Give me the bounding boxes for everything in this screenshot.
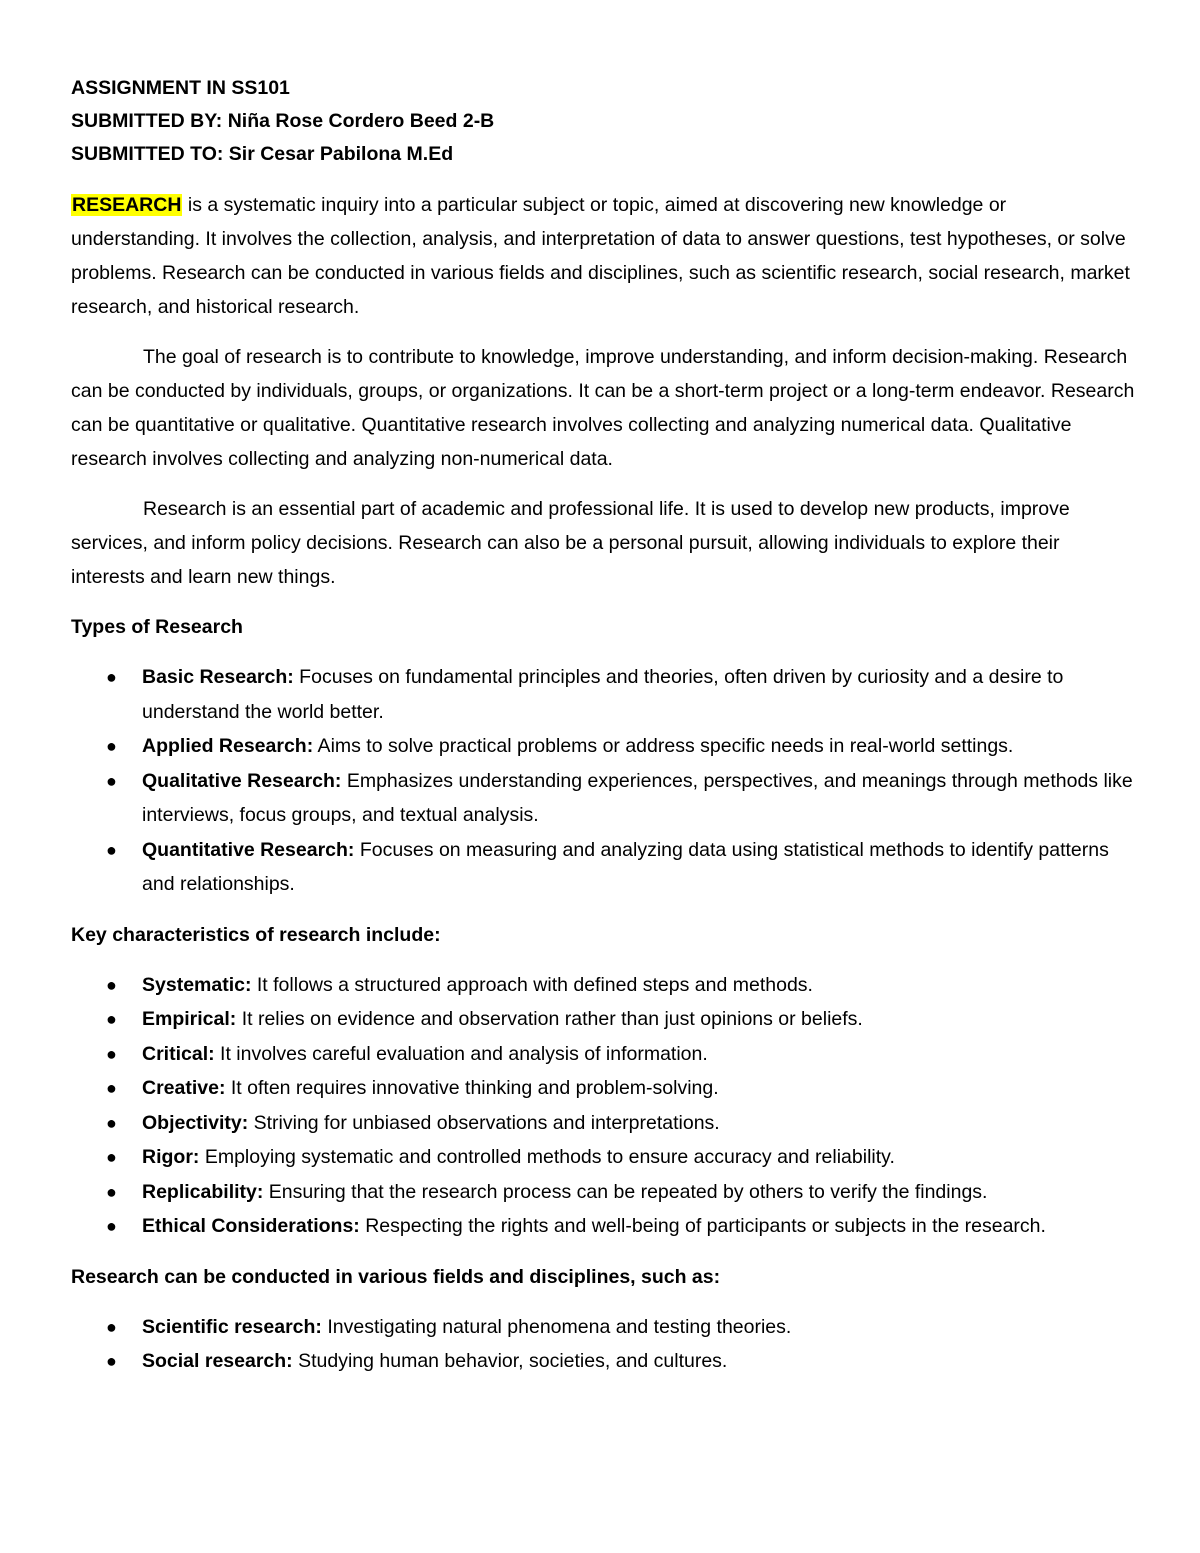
- bullet-icon: ●: [106, 839, 117, 860]
- item-description: Aims to solve practical problems or address specific needs in real-world settings.: [313, 735, 1014, 757]
- bullet-icon: ●: [106, 1043, 117, 1064]
- item-description: It follows a structured approach with defined steps and methods.: [251, 973, 813, 996]
- list-item: [71, 1344, 1135, 1379]
- item-term: Systematic:: [142, 973, 252, 996]
- list-item: [71, 1071, 1135, 1106]
- item-term: Objectivity:: [142, 1111, 249, 1134]
- bullet-icon: ●: [106, 1078, 117, 1098]
- bullet-icon: ●: [106, 667, 117, 687]
- bullet-icon: ●: [106, 1112, 117, 1133]
- fields-list: [71, 1310, 1135, 1379]
- essential-paragraph: Research is an essential part of academic and professional life. It is used to develop new products, improve services, and inform policy decisions. Research can also be a personal pursuit, allowing individuals to explore their interests and learn new things.: [71, 498, 1070, 588]
- item-term: Critical:: [142, 1042, 215, 1065]
- bullet-icon: ●: [106, 1181, 117, 1202]
- item-term: Rigor:: [142, 1146, 200, 1168]
- list-item: [71, 1209, 1135, 1244]
- item-term: Qualitative Research:: [142, 769, 342, 792]
- item-term: Quantitative Research:: [142, 838, 355, 861]
- item-description: Ensuring that the research process can be repeated by others to verify the findings.: [263, 1180, 988, 1203]
- item-description: It involves careful evaluation and analysis of information.: [214, 1042, 708, 1065]
- characteristics-heading: Key characteristics of research include:: [71, 923, 441, 946]
- bullet-icon: ●: [106, 1351, 117, 1371]
- item-description: It often requires innovative thinking and problem-solving.: [225, 1077, 719, 1099]
- types-heading: Types of Research: [71, 616, 243, 638]
- goal-paragraph: The goal of research is to contribute to knowledge, improve understanding, and inform decision-making. Research can be conducted by individuals, groups, or organizations. It can be a short-term project or a long-term endeavor. Research can be quantitative or qualitative. Quantitative research involves collecting and analyzing numerical data. Qualitative research involves collecting and analyzing non-numerical data.: [71, 346, 1135, 470]
- item-description: Respecting the rights and well-being of participants or subjects in the research.: [359, 1215, 1046, 1237]
- list-item: [71, 764, 1135, 833]
- item-description: Striving for unbiased observations and interpretations.: [248, 1111, 720, 1134]
- list-item: [71, 968, 1135, 1003]
- item-term: Applied Research:: [142, 735, 314, 757]
- assignment-title: ASSIGNMENT IN SS101: [71, 77, 290, 99]
- item-description: It relies on evidence and observation rather than just opinions or beliefs.: [236, 1008, 863, 1030]
- item-term: Empirical:: [142, 1008, 237, 1030]
- list-item: [71, 1037, 1135, 1072]
- item-term: Social research:: [142, 1350, 293, 1372]
- item-description: Investigating natural phenomena and testing theories.: [321, 1315, 792, 1338]
- bullet-icon: ●: [106, 1147, 117, 1167]
- assignment-header: [71, 72, 1135, 171]
- fields-heading: Research can be conducted in various fields and disciplines, such as:: [71, 1265, 721, 1288]
- document-page: [71, 72, 1135, 1395]
- bullet-icon: ●: [106, 770, 117, 791]
- list-item: [71, 833, 1135, 902]
- list-item: [71, 1175, 1135, 1210]
- bullet-icon: ●: [106, 1009, 117, 1029]
- list-item: [71, 1002, 1135, 1037]
- highlighted-term: RESEARCH: [72, 194, 182, 216]
- item-term: Replicability:: [142, 1180, 264, 1203]
- submitted-to: SUBMITTED TO: Sir Cesar Pabilona M.Ed: [71, 143, 454, 165]
- list-item: [71, 1106, 1135, 1141]
- item-description: Employing systematic and controlled methods to ensure accuracy and reliability.: [199, 1146, 895, 1168]
- item-description: Focuses on fundamental principles and theories, often driven by curiosity and a desire to understand the world better.: [142, 666, 1064, 723]
- list-item: [71, 660, 1135, 729]
- types-list: [71, 660, 1135, 902]
- item-description: Studying human behavior, societies, and cultures.: [292, 1350, 728, 1372]
- intro-text: is a systematic inquiry into a particular subject or topic, aimed at discovering new knowledge or understanding. It involves the collection, analysis, and interpretation of data to answer questions, test hypotheses, or solve problems. Research can be conducted in various fields and disciplines, such as scientific research, social research, market research, and historical research.: [71, 194, 1130, 318]
- submitted-by: SUBMITTED BY: Niña Rose Cordero Beed 2-B: [71, 110, 495, 132]
- item-term: Creative:: [142, 1077, 226, 1099]
- item-term: Ethical Considerations:: [142, 1215, 360, 1237]
- item-description: Emphasizes understanding experiences, perspectives, and meanings through methods like interviews, focus groups, and textual analysis.: [142, 769, 1133, 826]
- bullet-icon: ●: [106, 974, 117, 995]
- characteristics-list: [71, 968, 1135, 1244]
- intro-paragraph: [71, 188, 1135, 324]
- bullet-icon: ●: [106, 1216, 117, 1236]
- bullet-icon: ●: [106, 736, 117, 756]
- list-item: [71, 1140, 1135, 1175]
- bullet-icon: ●: [106, 1316, 117, 1337]
- item-term: Scientific research:: [142, 1315, 322, 1338]
- item-description: Focuses on measuring and analyzing data using statistical methods to identify patterns and relationships.: [142, 838, 1109, 895]
- list-item: [71, 1310, 1135, 1345]
- list-item: [71, 729, 1135, 764]
- item-term: Basic Research:: [142, 666, 294, 688]
